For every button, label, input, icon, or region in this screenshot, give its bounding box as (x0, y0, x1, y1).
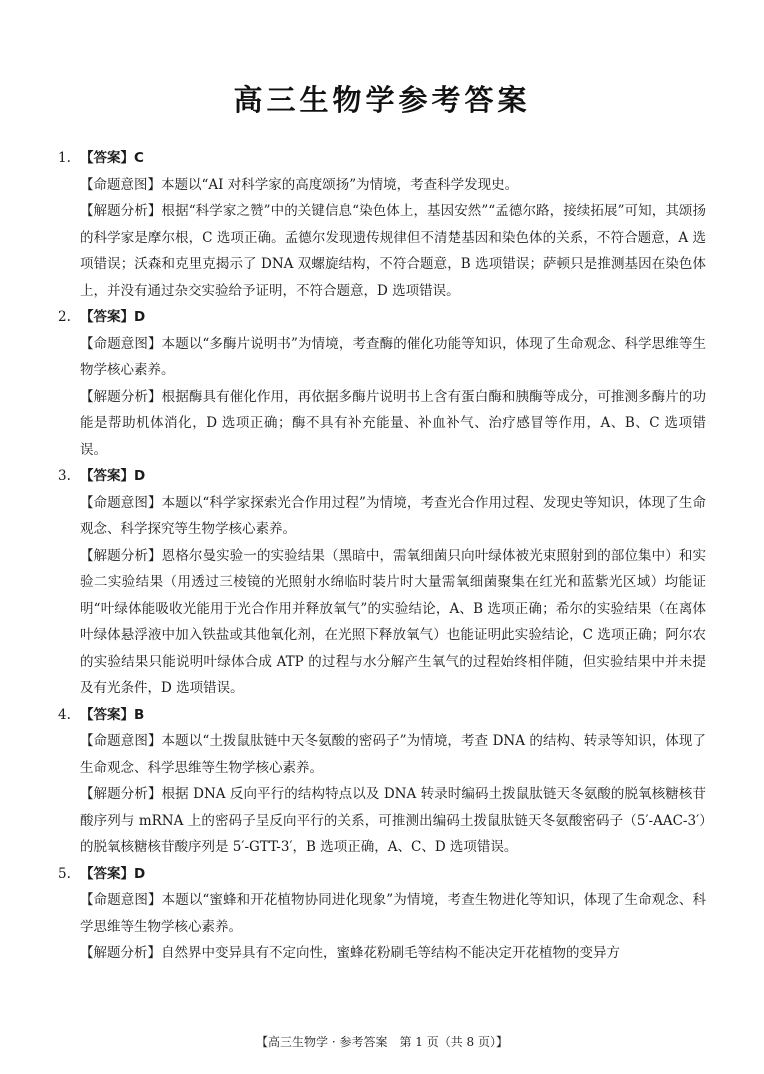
question-number: 3. (58, 468, 71, 484)
answer-line: 【答案】D (80, 309, 146, 325)
answer-line: 【答案】D (80, 865, 146, 882)
intent-paragraph: 【命题意图】本题以“科学家探索光合作用过程”为情境，考查光合作用过程、发现史等知识，体现了生命观念、科学探究等生物学核心素养。 (80, 494, 706, 537)
question-number: 1. (58, 150, 71, 166)
intent-paragraph: 【命题意图】本题以“AI 对科学家的高度颂扬”为情境，考查科学发现史。 (80, 176, 519, 193)
analysis-paragraph: 【解题分析】根据酶具有催化作用，再依据多酶片说明书上含有蛋白酶和胰酶等成分，可推测多酶片的功能是帮助机体消化，D 选项正确；酶不具有补充能量、补血补气、治疗感冒等作用，A、B、C 选项错误。 (80, 388, 706, 458)
answer-list (58, 145, 706, 967)
analysis-paragraph: 【解题分析】恩格尔曼实验一的实验结果（黑暗中，需氧细菌只向叶绿体被光束照射到的部位集中）和实验二实验结果（用透过三棱镜的光照射水绵临时装片时大量需氧细菌聚集在红光和蓝紫光区域）均能证明“叶绿体能吸收光能用于光合作用并释放氧气”的实验结论，A、B 选项正确；希尔的实验结果（在离体叶绿体悬浮液中加入铁盐或其他氧化剂，在光照下释放氧气）也能证明此实验结论，C 选项正确；阿尔农的实验结果只能说明叶绿体合成 ATP 的过程与水分解产生氧气的过程始终相伴随，但实验结果中并未提及有光条件，D 选项错误。 (80, 547, 706, 696)
question-item (58, 304, 706, 463)
analysis-paragraph: 【解题分析】根据 DNA 反向平行的结构特点以及 DNA 转录时编码土拨鼠肽链天冬氨酸的脱氧核糖核苷酸序列与 mRNA 上的密码子呈反向平行的关系，可推测出编码土拨鼠肽链天冬氨酸密码子（5′-AAC-3′）的脱氧核糖核苷酸序列是 5′-GTT-3′，B 选项正确，A、C、D 选项错误。 (80, 786, 706, 855)
question-item (58, 702, 706, 861)
page-title: 高三生物学参考答案 (233, 83, 531, 117)
question-number: 5. (58, 865, 71, 882)
page-footer: 【高三生物学 · 参考答案 第 1 页（共 8 页）】 (256, 1035, 508, 1049)
question-number: 2. (58, 309, 71, 325)
answer-line: 【答案】D (80, 468, 146, 484)
analysis-paragraph: 【解题分析】自然界中变异具有不定向性，蜜蜂花粉刷毛等结构不能决定开花植物的变异方 (80, 945, 620, 961)
question-item (58, 145, 706, 304)
answer-line: 【答案】B (80, 706, 145, 723)
question-item (58, 463, 706, 702)
answer-line: 【答案】C (80, 150, 144, 166)
question-number: 4. (58, 706, 71, 723)
intent-paragraph: 【命题意图】本题以“多酶片说明书”为情境，考查酶的催化功能等知识，体现了生命观念、科学思维等生物学核心素养。 (80, 335, 706, 378)
analysis-paragraph: 【解题分析】根据“科学家之赞”中的关键信息“染色体上，基因安然”“孟德尔路，接续拓展”可知，其颂扬的科学家是摩尔根，C 选项正确。孟德尔发现遗传规律但不清楚基因和染色体的关系，不符合题意，A 选项错误；沃森和克里克揭示了 DNA 双螺旋结构，不符合题意，B 选项错误；萨顿只是推测基因在染色体上，并没有通过杂交实验给予证明，不符合题意，D 选项错误。 (80, 203, 706, 299)
question-item (58, 861, 706, 967)
intent-paragraph: 【命题意图】本题以“土拨鼠肽链中天冬氨酸的密码子”为情境，考查 DNA 的结构、转录等知识，体现了生命观念、科学思维等生物学核心素养。 (80, 733, 706, 776)
intent-paragraph: 【命题意图】本题以“蜜蜂和开花植物协同进化现象”为情境，考查生物进化等知识，体现了生命观念、科学思维等生物学核心素养。 (80, 892, 706, 935)
